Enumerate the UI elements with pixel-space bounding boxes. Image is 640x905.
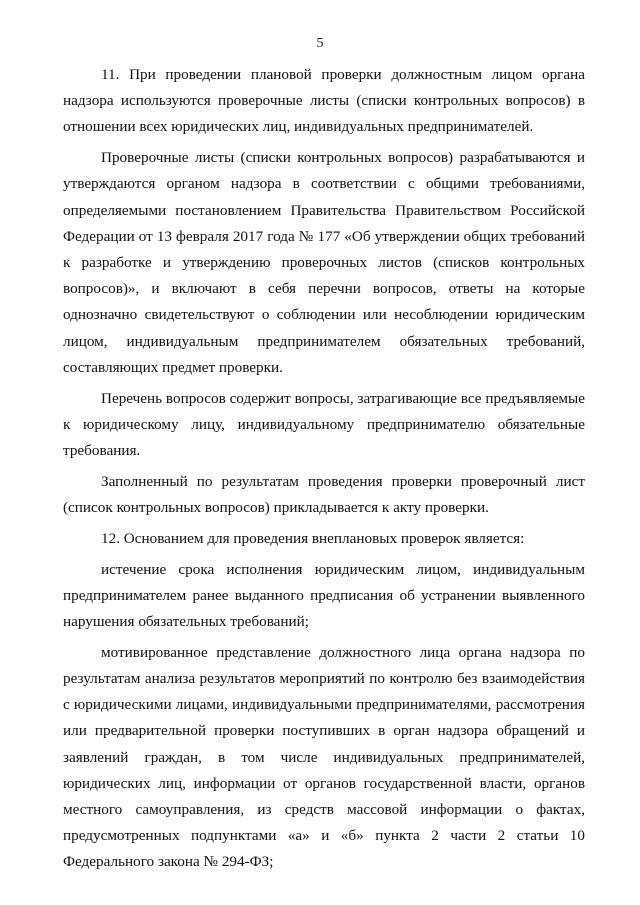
document-body (63, 62, 585, 880)
paragraph-item-12: 12. Основанием для проведения внеплановых проверок является: (101, 529, 525, 547)
paragraph-item-11: 11. При проведении плановой проверки должностным лицом органа надзора используются проверочные листы (списки контрольных вопросов) в отношении всех юридических лиц, индивидуальных предпринимателей. (63, 66, 585, 136)
paragraph-question-list: Перечень вопросов содержит вопросы, затрагивающие все предъявляемые к юридическому лицу, индивидуальному предпринимателю обязательные требования. (63, 389, 585, 460)
paragraph-completed-checklist: Заполненный по результатам проведения проверки проверочный лист (список контрольных вопросов) прикладывается к акту проверки. (63, 472, 585, 517)
paragraph-checklists: Проверочные листы (списки контрольных вопросов) разрабатываются и утверждаются органом надзора в соответствии с общими требованиями, определяемыми постановлением Правительства Правительством Российской Федерации от 13 февраля 2017 года № 177 «Об утверждении общих требований к разработке и утверждению проверочных листов (списков контрольных вопросов)», и включают в себя перечни вопросов, ответы на которые однозначно свидетельствуют о соблюдении или несоблюдении юридическим лицом, индивидуальным предпринимателем обязательных требований, составляющих предмет проверки. (63, 149, 585, 376)
paragraph-expiry-ground: истечение срока исполнения юридическим лицом, индивидуальным предпринимателем ранее выданного предписания об устранении выявленного нарушения обязательных требований; (63, 560, 585, 631)
paragraph-motivated-submission: мотивированное представление должностного лица органа надзора по результатам анализа результатов мероприятий по контролю без взаимодействия с юридическими лицами, индивидуальными предпринимателями, рассмотрения или предварительной проверки поступивших в орган надзора обращений и заявлений граждан, в том числе индивидуальных предпринимателей, юридических лиц, информации от органов государственной власти, органов местного самоуправления, из средств массовой информации о фактах, предусмотренных подпунктами «а» и «б» пункта 2 части 2 статьи 10 Федерального закона № 294-ФЗ; (63, 643, 585, 871)
page-number: 5 (316, 36, 324, 51)
